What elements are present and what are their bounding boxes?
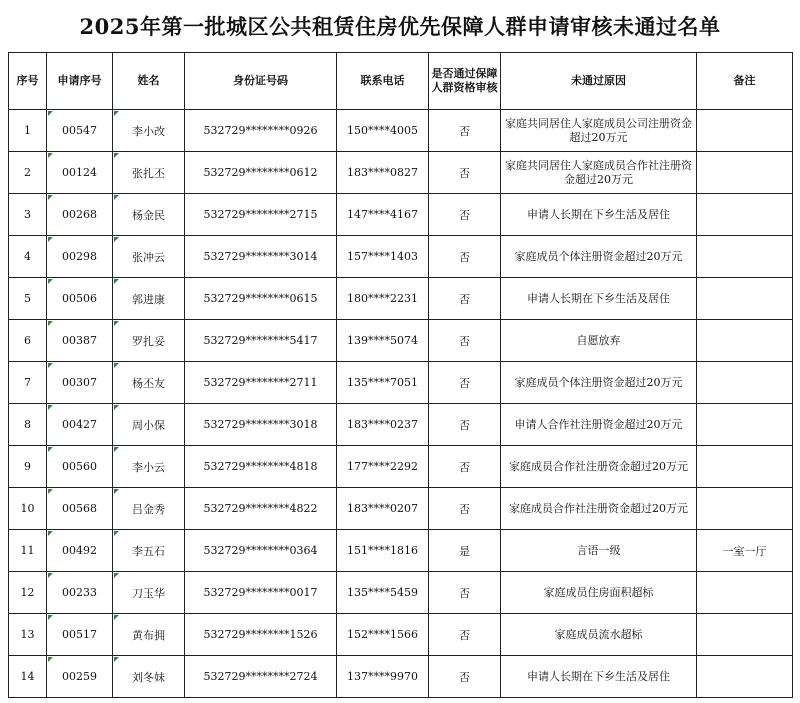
cell-marker-icon: [48, 615, 53, 620]
cell-app-no: [47, 530, 113, 572]
cell-marker-icon: [114, 279, 119, 284]
cell-phone: [337, 614, 429, 656]
cell-app-no-text: 00259: [62, 670, 97, 683]
header-id-no: 身份证号码: [185, 53, 337, 110]
cell-name-text: 郭进康: [132, 292, 165, 306]
cell-qualified: [429, 194, 501, 236]
cell-reason: [501, 572, 697, 614]
cell-reason-text: 家庭共同居住人家庭成员合作社注册资金超过20万元: [505, 158, 692, 186]
cell-reason-text: 家庭成员合作社注册资金超过20万元: [509, 501, 688, 515]
cell-qualified-text: 否: [459, 124, 470, 138]
cell-seq-text: 14: [20, 670, 35, 683]
cell-remark: [697, 404, 793, 446]
cell-marker-icon: [114, 489, 119, 494]
cell-app-no-text: 00506: [62, 292, 97, 305]
cell-reason: [501, 278, 697, 320]
cell-app-no-text: 00307: [62, 376, 97, 389]
cell-qualified: [429, 110, 501, 152]
cell-qualified-text: 是: [459, 544, 470, 558]
cell-app-no-text: 00517: [62, 628, 97, 641]
cell-name-text: 李五石: [132, 544, 165, 558]
cell-remark: [697, 362, 793, 404]
cell-reason: [501, 404, 697, 446]
cell-seq-text: 12: [20, 586, 35, 599]
cell-id-no-text: 532729********0364: [203, 544, 318, 557]
cell-id-no-text: 532729********0615: [203, 292, 318, 305]
table-row: [9, 404, 793, 446]
cell-id-no: [185, 236, 337, 278]
cell-name: [113, 278, 185, 320]
cell-phone-text: 139****5074: [347, 334, 418, 347]
cell-seq: [9, 614, 47, 656]
cell-reason-text: 家庭成员住房面积超标: [543, 585, 654, 599]
cell-app-no-text: 00560: [62, 460, 97, 473]
cell-id-no-text: 532729********2711: [203, 376, 318, 389]
cell-id-no-text: 532729********0612: [203, 166, 318, 179]
cell-seq-text: 3: [24, 208, 31, 221]
table-row: [9, 446, 793, 488]
cell-seq: [9, 488, 47, 530]
cell-name: [113, 236, 185, 278]
cell-qualified-text: 否: [459, 376, 470, 390]
table-row: [9, 320, 793, 362]
cell-phone-text: 135****5459: [347, 586, 418, 599]
cell-remark: [697, 194, 793, 236]
table-row: [9, 656, 793, 698]
table-header-row: [9, 53, 793, 110]
cell-name-text: 刘冬妹: [132, 670, 165, 684]
cell-id-no-text: 532729********3014: [203, 250, 318, 263]
cell-seq-text: 1: [24, 124, 31, 137]
cell-id-no: [185, 572, 337, 614]
cell-seq: [9, 572, 47, 614]
cell-name-text: 张扎丕: [132, 166, 165, 180]
cell-phone-text: 183****0207: [347, 502, 418, 515]
cell-reason: [501, 362, 697, 404]
cell-marker-icon: [48, 531, 53, 536]
cell-name-text: 黄布拥: [132, 628, 165, 642]
cell-remark: [697, 446, 793, 488]
cell-reason-text: 家庭共同居住人家庭成员公司注册资金超过20万元: [505, 116, 692, 144]
cell-qualified-text: 否: [459, 166, 470, 180]
cell-remark: [697, 614, 793, 656]
cell-id-no-text: 532729********0017: [203, 586, 318, 599]
cell-app-no: [47, 446, 113, 488]
table-row: [9, 614, 793, 656]
cell-marker-icon: [48, 405, 53, 410]
cell-remark: [697, 110, 793, 152]
cell-id-no-text: 532729********3018: [203, 418, 318, 431]
cell-marker-icon: [114, 573, 119, 578]
cell-name-text: 杨金民: [132, 208, 165, 222]
cell-app-no-text: 00268: [62, 208, 97, 221]
cell-seq-text: 10: [20, 502, 35, 515]
cell-reason-text: 家庭成员个体注册资金超过20万元: [514, 249, 683, 263]
header-seq: 序号: [9, 53, 47, 110]
cell-name: [113, 572, 185, 614]
cell-qualified: [429, 530, 501, 572]
cell-qualified-text: 否: [459, 418, 470, 432]
cell-reason: [501, 488, 697, 530]
cell-reason-text: 言语一级: [576, 543, 621, 557]
cell-reason: [501, 446, 697, 488]
cell-id-no-text: 532729********4822: [203, 502, 318, 515]
cell-phone: [337, 278, 429, 320]
cell-phone-text: 152****1566: [347, 628, 418, 641]
cell-phone: [337, 362, 429, 404]
cell-marker-icon: [114, 447, 119, 452]
cell-seq-text: 4: [24, 250, 31, 263]
cell-reason-text: 自愿放弃: [576, 333, 621, 347]
cell-marker-icon: [114, 657, 119, 662]
cell-name: [113, 152, 185, 194]
cell-phone-text: 137****9970: [347, 670, 418, 683]
cell-seq-text: 7: [24, 376, 31, 389]
cell-phone-text: 147****4167: [347, 208, 418, 221]
header-phone: 联系电话: [337, 53, 429, 110]
cell-qualified: [429, 446, 501, 488]
cell-reason: [501, 614, 697, 656]
cell-id-no: [185, 656, 337, 698]
cell-name-text: 吕金秀: [132, 502, 165, 516]
cell-seq-text: 9: [24, 460, 31, 473]
cell-id-no: [185, 152, 337, 194]
cell-id-no: [185, 530, 337, 572]
header-reason: 未通过原因: [501, 53, 697, 110]
cell-qualified-text: 否: [459, 334, 470, 348]
cell-remark: [697, 530, 793, 572]
cell-marker-icon: [48, 195, 53, 200]
cell-marker-icon: [114, 363, 119, 368]
cell-app-no: [47, 614, 113, 656]
cell-app-no: [47, 110, 113, 152]
cell-reason-text: 家庭成员个体注册资金超过20万元: [514, 375, 683, 389]
cell-reason: [501, 194, 697, 236]
cell-app-no-text: 00233: [62, 586, 97, 599]
cell-qualified: [429, 320, 501, 362]
cell-seq-text: 6: [24, 334, 31, 347]
cell-marker-icon: [114, 153, 119, 158]
cell-marker-icon: [114, 195, 119, 200]
cell-id-no-text: 532729********0926: [203, 124, 318, 137]
cell-seq: [9, 152, 47, 194]
cell-qualified: [429, 656, 501, 698]
cell-seq-text: 2: [24, 166, 31, 179]
cell-seq: [9, 110, 47, 152]
header-name: 姓名: [113, 53, 185, 110]
cell-phone: [337, 320, 429, 362]
cell-seq: [9, 278, 47, 320]
cell-qualified: [429, 236, 501, 278]
cell-seq: [9, 194, 47, 236]
cell-app-no-text: 00492: [62, 544, 97, 557]
cell-reason-text: 申请人长期在下乡生活及居住: [527, 291, 670, 305]
cell-reason: [501, 656, 697, 698]
cell-name: [113, 446, 185, 488]
cell-app-no-text: 00547: [62, 124, 97, 137]
cell-id-no: [185, 278, 337, 320]
cell-app-no: [47, 320, 113, 362]
cell-marker-icon: [48, 111, 53, 116]
cell-app-no: [47, 656, 113, 698]
cell-name: [113, 110, 185, 152]
cell-id-no: [185, 488, 337, 530]
cell-app-no-text: 00568: [62, 502, 97, 515]
cell-remark: [697, 656, 793, 698]
cell-id-no: [185, 320, 337, 362]
cell-id-no: [185, 404, 337, 446]
cell-phone: [337, 110, 429, 152]
header-remark: 备注: [697, 53, 793, 110]
cell-name: [113, 362, 185, 404]
cell-phone: [337, 572, 429, 614]
cell-app-no: [47, 488, 113, 530]
cell-qualified: [429, 614, 501, 656]
cell-marker-icon: [114, 237, 119, 242]
cell-app-no: [47, 194, 113, 236]
cell-qualified: [429, 572, 501, 614]
cell-phone-text: 183****0827: [347, 166, 418, 179]
cell-id-no-text: 532729********2715: [203, 208, 318, 221]
header-qualified: 是否通过保障人群资格审核: [429, 53, 501, 110]
cell-remark: [697, 236, 793, 278]
cell-phone: [337, 488, 429, 530]
cell-remark-text: 一室一厅: [722, 544, 767, 558]
cell-marker-icon: [48, 237, 53, 242]
cell-marker-icon: [48, 657, 53, 662]
cell-qualified-text: 否: [459, 586, 470, 600]
cell-name: [113, 194, 185, 236]
table-row: [9, 488, 793, 530]
cell-id-no: [185, 362, 337, 404]
cell-remark: [697, 278, 793, 320]
cell-reason-text: 家庭成员合作社注册资金超过20万元: [509, 459, 688, 473]
cell-phone-text: 180****2231: [347, 292, 418, 305]
cell-seq: [9, 656, 47, 698]
cell-qualified: [429, 488, 501, 530]
cell-remark: [697, 488, 793, 530]
cell-qualified: [429, 278, 501, 320]
cell-name-text: 张冲云: [132, 250, 165, 264]
cell-app-no: [47, 278, 113, 320]
cell-seq-text: 13: [20, 628, 35, 641]
cell-name: [113, 530, 185, 572]
cell-qualified: [429, 152, 501, 194]
cell-id-no: [185, 110, 337, 152]
cell-id-no-text: 532729********1526: [203, 628, 318, 641]
cell-name: [113, 488, 185, 530]
cell-marker-icon: [48, 279, 53, 284]
cell-name: [113, 614, 185, 656]
cell-phone: [337, 152, 429, 194]
cell-name-text: 李小云: [132, 460, 165, 474]
cell-seq-text: 11: [20, 544, 35, 557]
cell-phone-text: 135****7051: [347, 376, 418, 389]
cell-app-no-text: 00427: [62, 418, 97, 431]
cell-app-no-text: 00124: [62, 166, 97, 179]
cell-marker-icon: [114, 321, 119, 326]
cell-reason: [501, 236, 697, 278]
cell-phone: [337, 194, 429, 236]
cell-id-no-text: 532729********2724: [203, 670, 318, 683]
table-row: [9, 236, 793, 278]
cell-qualified-text: 否: [459, 502, 470, 516]
cell-app-no-text: 00387: [62, 334, 97, 347]
cell-name-text: 罗扎妥: [132, 334, 165, 348]
cell-seq: [9, 236, 47, 278]
cell-reason: [501, 320, 697, 362]
cell-qualified-text: 否: [459, 208, 470, 222]
cell-reason: [501, 152, 697, 194]
table-row: [9, 530, 793, 572]
cell-marker-icon: [114, 405, 119, 410]
cell-qualified-text: 否: [459, 460, 470, 474]
cell-name: [113, 404, 185, 446]
table-row: [9, 110, 793, 152]
cell-reason: [501, 110, 697, 152]
cell-app-no: [47, 404, 113, 446]
cell-seq: [9, 530, 47, 572]
cell-reason-text: 申请人长期在下乡生活及居住: [527, 669, 670, 683]
cell-remark: [697, 320, 793, 362]
cell-marker-icon: [114, 111, 119, 116]
cell-name-text: 杨丕友: [132, 376, 165, 390]
cell-app-no: [47, 572, 113, 614]
cell-name: [113, 656, 185, 698]
cell-qualified-text: 否: [459, 628, 470, 642]
cell-marker-icon: [114, 531, 119, 536]
cell-seq-text: 8: [24, 418, 31, 431]
cell-id-no-text: 532729********4818: [203, 460, 318, 473]
cell-phone-text: 183****0237: [347, 418, 418, 431]
roster-table: [8, 52, 793, 698]
cell-phone-text: 177****2292: [347, 460, 418, 473]
cell-marker-icon: [48, 153, 53, 158]
cell-reason-text: 申请人合作社注册资金超过20万元: [514, 417, 683, 431]
cell-seq: [9, 362, 47, 404]
cell-name: [113, 320, 185, 362]
cell-qualified-text: 否: [459, 292, 470, 306]
cell-phone: [337, 530, 429, 572]
cell-name-text: 刀玉华: [132, 586, 165, 600]
cell-seq: [9, 404, 47, 446]
document-title: 2025年第一批城区公共租赁住房优先保障人群申请审核未通过名单: [79, 14, 721, 39]
table-row: [9, 572, 793, 614]
cell-reason-text: 家庭成员流水超标: [554, 627, 643, 641]
cell-app-no: [47, 152, 113, 194]
cell-phone: [337, 446, 429, 488]
cell-seq: [9, 446, 47, 488]
cell-app-no: [47, 236, 113, 278]
cell-seq: [9, 320, 47, 362]
cell-qualified-text: 否: [459, 670, 470, 684]
cell-phone-text: 150****4005: [347, 124, 418, 137]
cell-reason-text: 申请人长期在下乡生活及居住: [527, 207, 670, 221]
cell-id-no: [185, 614, 337, 656]
cell-app-no: [47, 362, 113, 404]
cell-marker-icon: [114, 615, 119, 620]
cell-qualified: [429, 362, 501, 404]
table-row: [9, 152, 793, 194]
cell-reason: [501, 530, 697, 572]
cell-id-no-text: 532729********5417: [203, 334, 318, 347]
table-row: [9, 278, 793, 320]
cell-phone: [337, 656, 429, 698]
table-row: [9, 194, 793, 236]
cell-seq-text: 5: [24, 292, 31, 305]
cell-phone-text: 151****1816: [347, 544, 418, 557]
cell-remark: [697, 152, 793, 194]
table-row: [9, 362, 793, 404]
cell-marker-icon: [48, 321, 53, 326]
cell-id-no: [185, 446, 337, 488]
header-app-no: 申请序号: [47, 53, 113, 110]
cell-phone: [337, 236, 429, 278]
cell-marker-icon: [48, 363, 53, 368]
cell-app-no-text: 00298: [62, 250, 97, 263]
cell-name-text: 李小改: [132, 124, 165, 138]
cell-marker-icon: [48, 489, 53, 494]
cell-phone: [337, 404, 429, 446]
cell-qualified-text: 否: [459, 250, 470, 264]
cell-marker-icon: [48, 573, 53, 578]
cell-remark: [697, 572, 793, 614]
cell-id-no: [185, 194, 337, 236]
cell-phone-text: 157****1403: [347, 250, 418, 263]
table-body: [9, 110, 793, 698]
cell-name-text: 周小保: [132, 418, 165, 432]
cell-qualified: [429, 404, 501, 446]
cell-marker-icon: [48, 447, 53, 452]
